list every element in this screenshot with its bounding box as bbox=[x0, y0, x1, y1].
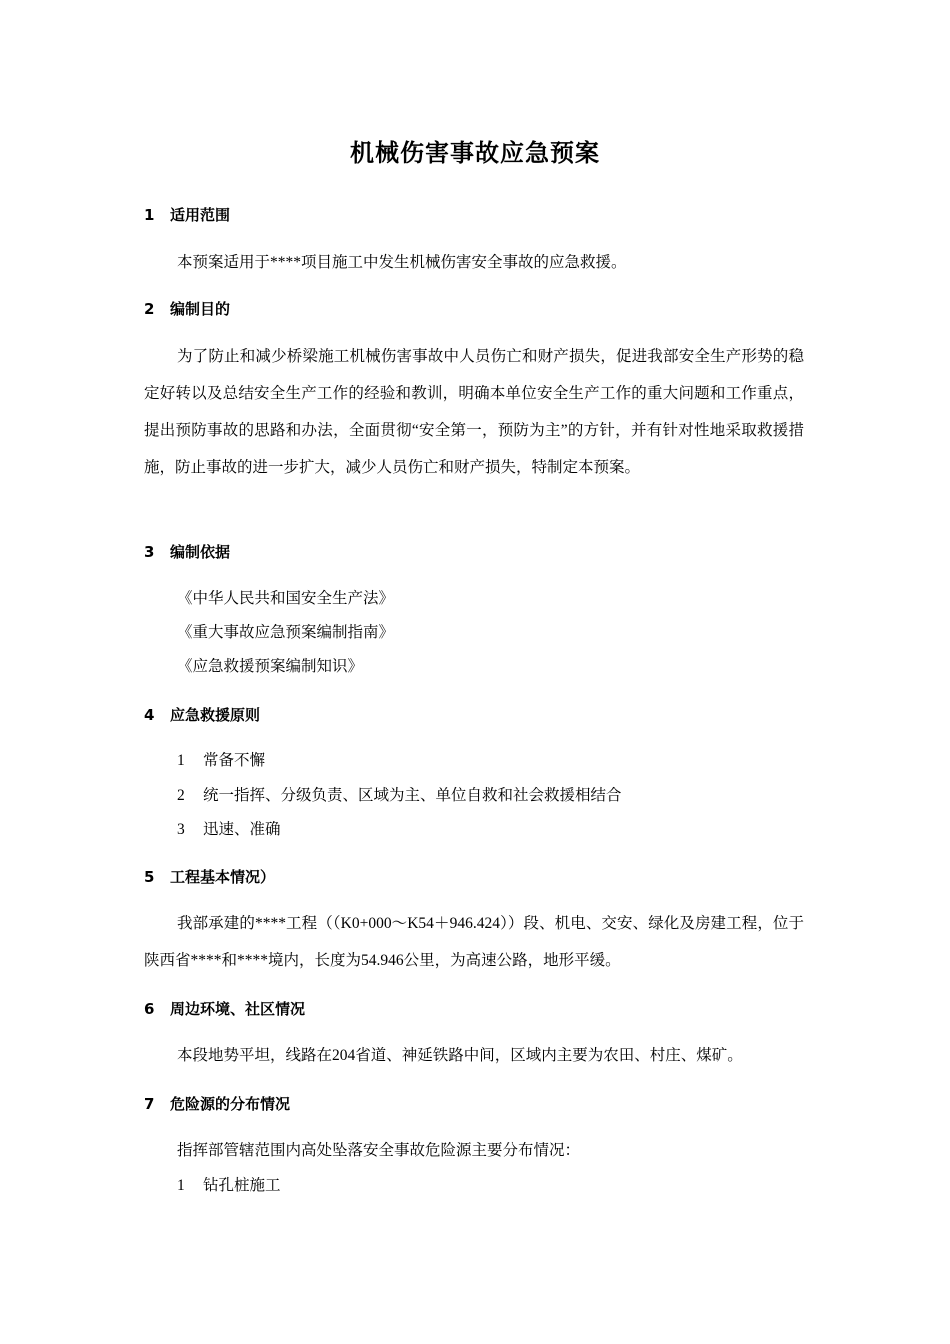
section-paragraph: 我部承建的****工程（（K0+000～K54＋946.424））段、机电、交安、绿化及房建工程，位于陕西省****和****境内，长度为54.946公里，为高速公路，地形平缓。 bbox=[144, 915, 804, 969]
section-number: 7 bbox=[144, 1095, 155, 1113]
section-title: 编制目的 bbox=[170, 300, 231, 318]
section-title: 编制依据 bbox=[170, 543, 231, 561]
section-number: 4 bbox=[144, 706, 155, 724]
section-title: 适用范围 bbox=[170, 206, 231, 224]
section-paragraph: 本段地势平坦，线路在204省道、神延铁路中间，区域内主要为农田、村庄、煤矿。 bbox=[177, 1047, 743, 1064]
section-heading bbox=[144, 998, 804, 1020]
section-title: 周边环境、社区情况 bbox=[170, 1000, 306, 1018]
section-heading bbox=[144, 866, 804, 888]
section-number: 3 bbox=[144, 543, 155, 561]
section-paragraph: 为了防止和减少桥梁施工机械伤害事故中人员伤亡和财产损失，促进我部安全生产形势的稳定好转以及总结安全生产工作的经验和教训，明确本单位安全生产工作的重大问题和工作重点，提出预防事故的思路和办法，全面贯彻“安全第一，预防为主”的方针，并有针对性地采取救援措施，防止事故的进一步扩大，减少人员伤亡和财产损失，特制定本预案。 bbox=[144, 348, 804, 476]
document-title: 机械伤害事故应急预案 bbox=[350, 139, 600, 167]
list-item-number: 1 bbox=[177, 1177, 185, 1194]
list-item-number: 2 bbox=[177, 787, 185, 804]
list-item bbox=[177, 819, 807, 841]
section-title: 危险源的分布情况 bbox=[170, 1095, 291, 1113]
section-heading bbox=[144, 541, 804, 563]
list-item bbox=[177, 750, 807, 772]
section-number: 6 bbox=[144, 1000, 155, 1018]
list-item bbox=[177, 1175, 807, 1197]
section-title: 应急救援原则 bbox=[170, 706, 261, 724]
section-heading bbox=[144, 298, 804, 320]
list-item-text: 迅速、准确 bbox=[203, 821, 281, 838]
list-item-text: 常备不懈 bbox=[203, 752, 266, 769]
section-heading bbox=[144, 204, 804, 226]
reference-item: 《重大事故应急预案编制指南》 bbox=[177, 624, 395, 641]
section-heading bbox=[144, 1093, 804, 1115]
list-item-number: 3 bbox=[177, 821, 185, 838]
section-paragraph: 指挥部管辖范围内高处坠落安全事故危险源主要分布情况： bbox=[177, 1142, 581, 1159]
section-paragraph: 本预案适用于****项目施工中发生机械伤害安全事故的应急救援。 bbox=[177, 254, 627, 271]
section-number: 1 bbox=[144, 206, 155, 224]
list-item-text: 钻孔桩施工 bbox=[203, 1177, 281, 1194]
section-title: 工程基本情况） bbox=[170, 868, 276, 886]
reference-item: 《中华人民共和国安全生产法》 bbox=[177, 590, 395, 607]
section-heading bbox=[144, 704, 804, 726]
list-item-number: 1 bbox=[177, 752, 185, 769]
reference-item: 《应急救援预案编制知识》 bbox=[177, 658, 364, 675]
section-number: 2 bbox=[144, 300, 155, 318]
section-number: 5 bbox=[144, 868, 155, 886]
list-item bbox=[177, 785, 807, 807]
list-item-text: 统一指挥、分级负责、区域为主、单位自救和社会救援相结合 bbox=[203, 787, 622, 804]
